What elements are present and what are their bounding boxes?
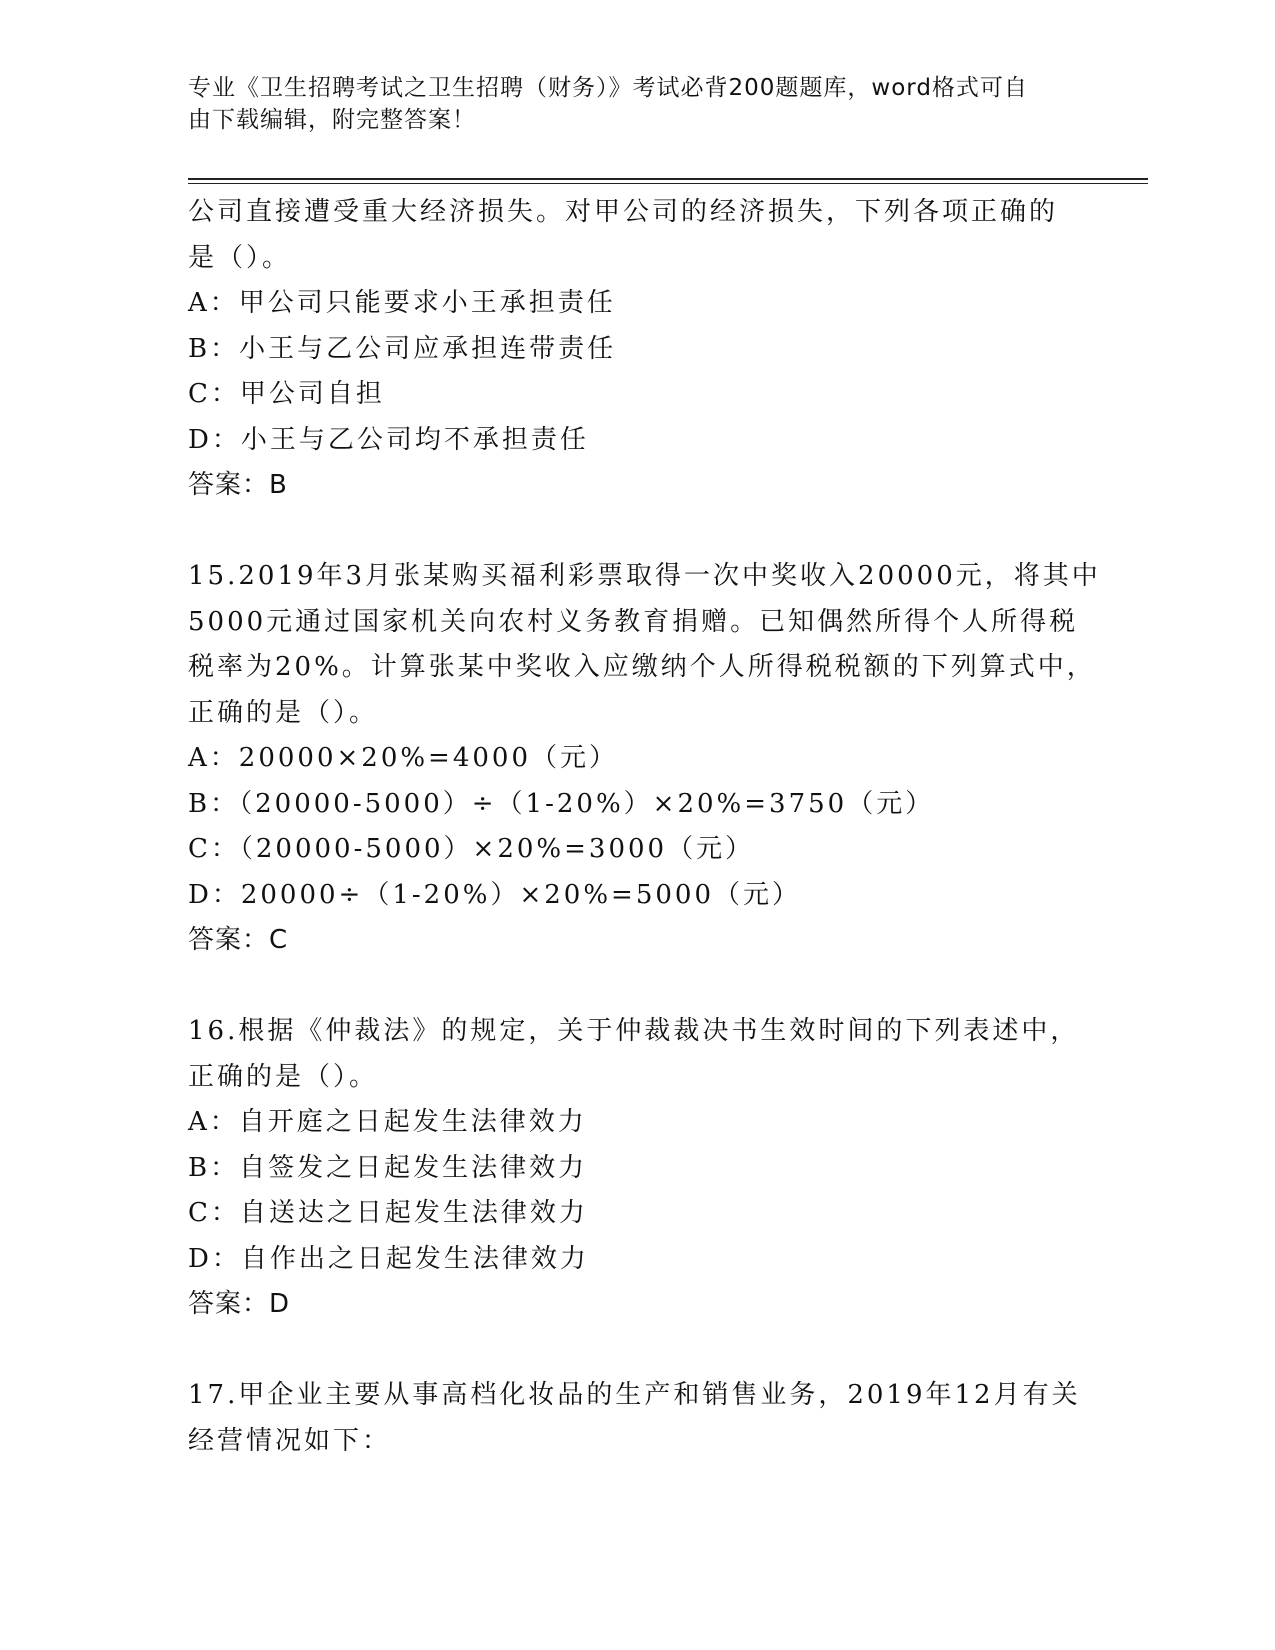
question-stem-line: 16.根据《仲裁法》的规定，关于仲裁裁决书生效时间的下列表述中， [188,1016,1080,1046]
question-stem-line: 5000元通过国家机关向农村义务教育捐赠。已知偶然所得个人所得税 [188,606,1079,637]
question-stem-line: 是（）。 [188,242,292,273]
document-header [188,72,1068,136]
question-stem-line: 税率为20%。计算张某中奖收入应缴纳个人所得税税额的下列算式中， [188,652,1096,682]
option-c: C：甲公司自担 [188,379,385,409]
question-stem-line: 15.2019年3月张某购买福利彩票取得一次中奖收入20000元，将其中 [188,561,1101,591]
header-line-1: 专业《卫生招聘考试之卫生招聘（财务）》考试必背200题题库，word格式可自 [188,75,1028,101]
question-stem-line: 17.甲企业主要从事高档化妆品的生产和销售业务，2019年12月有关 [188,1380,1081,1410]
header-line-2: 由下载编辑，附完整答案！ [188,107,476,133]
option-a: A：甲公司只能要求小王承担责任 [188,288,616,318]
answer-line: 答案：B [188,470,288,500]
option-d: D：20000÷（1-20%）×20%=5000（元） [188,879,801,910]
question-14 [188,190,1088,509]
option-b: B：自签发之日起发生法律效力 [188,1152,588,1183]
header-divider-thin [188,183,1148,184]
question-17 [188,1373,1088,1464]
question-stem-line: 正确的是（）。 [188,1061,379,1092]
option-d: D：小王与乙公司均不承担责任 [188,424,589,455]
option-b: B：小王与乙公司应承担连带责任 [188,333,617,364]
option-c: C：（20000-5000）×20%=3000（元） [188,834,755,864]
question-stem-line: 正确的是（）。 [188,697,379,728]
answer-line: 答案：C [188,925,289,955]
question-16 [188,1009,1088,1328]
question-stem-line: 经营情况如下： [188,1425,392,1456]
question-stem-line: 公司直接遭受重大经济损失。对甲公司的经济损失，下列各项正确的 [188,197,1059,227]
option-a: A：自开庭之日起发生法律效力 [188,1107,587,1137]
option-a: A：20000×20%=4000（元） [188,743,619,773]
question-15 [188,554,1101,964]
answer-line: 答案：D [188,1289,291,1319]
option-b: B：（20000-5000）÷（1-20%）×20%=3750（元） [188,788,935,819]
header-divider [188,178,1148,180]
option-d: D：自作出之日起发生法律效力 [188,1243,589,1274]
option-c: C：自送达之日起发生法律效力 [188,1198,588,1228]
document-body [188,190,1101,1464]
